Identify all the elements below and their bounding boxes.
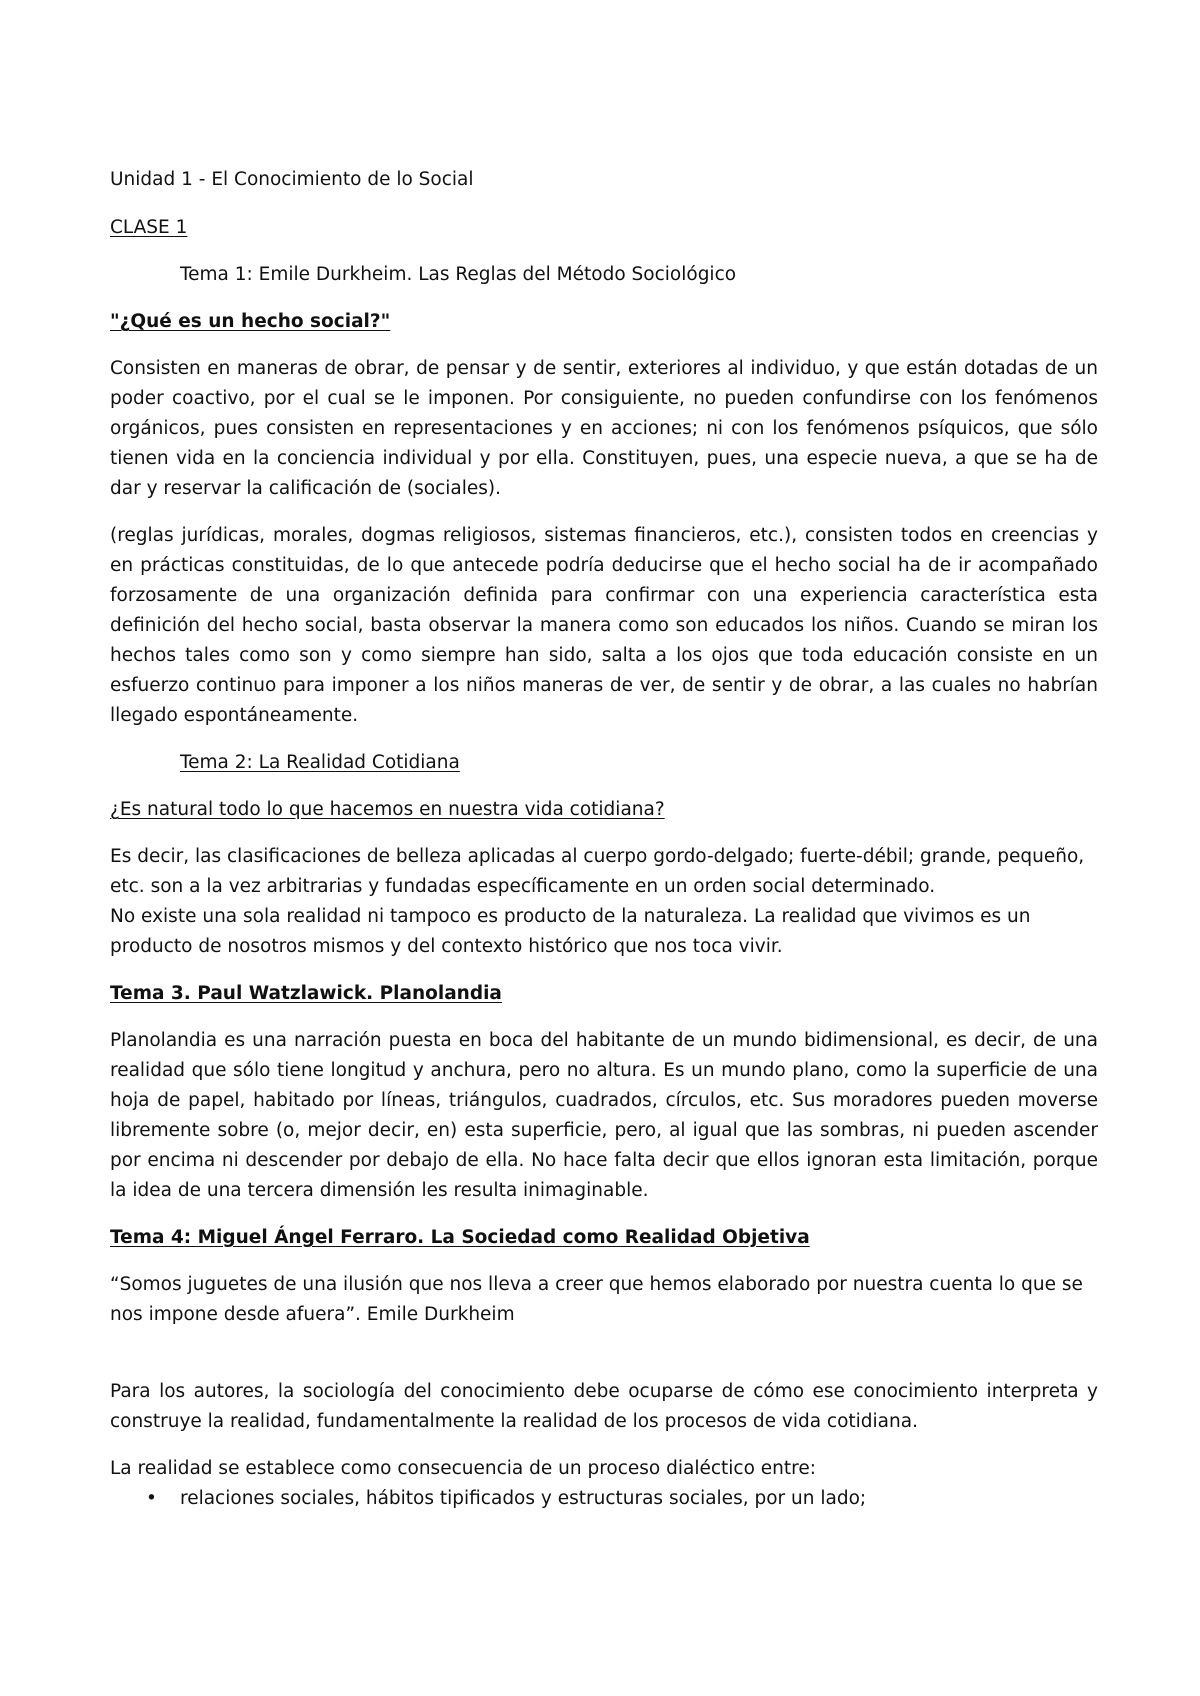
- tema4-title: [110, 1223, 1098, 1253]
- bullet-icon: •: [146, 1488, 157, 1509]
- tema4-quote: “Somos juguetes de una ilusión que nos lleva a creer que hemos elaborado por nuestra cuenta lo que se nos impone desde afuera”. Emile Durkheim: [110, 1274, 1083, 1325]
- tema1-title: Tema 1: Emile Durkheim. Las Reglas del Método Sociológico: [180, 264, 737, 285]
- tema3-title-text: Tema 3. Paul Watzlawick. Planolandia: [110, 983, 502, 1004]
- class-label: [110, 213, 1098, 243]
- tema4-paragraph: Para los autores, la sociología del conocimiento debe ocuparse de cómo ese conocimiento interpreta y construye la realidad, fundamentalmente la realidad de los procesos de vida cotidiana.: [110, 1381, 1098, 1432]
- tema4-intro: La realidad se establece como consecuencia de un proceso dialéctico entre:: [110, 1458, 816, 1479]
- tema1-question-text: "¿Qué es un hecho social?": [110, 311, 391, 332]
- bullet-list: [110, 1484, 1098, 1514]
- tema3-title: [110, 979, 1098, 1009]
- document-body: [110, 165, 1098, 1514]
- tema1-question: [110, 307, 1098, 337]
- tema2-line-1: Es decir, las clasificaciones de belleza aplicadas al cuerpo gordo-delgado; fuerte-débil; grande, pequeño, etc. son a la vez arbitrarias y fundadas específicamente en un orden social determinado.: [110, 846, 1085, 897]
- class-label-text: CLASE 1: [110, 217, 188, 238]
- tema2-question-text: ¿Es natural todo lo que hacemos en nuestra vida cotidiana?: [110, 799, 665, 820]
- tema4-title-text: Tema 4: Miguel Ángel Ferraro. La Sociedad como Realidad Objetiva: [110, 1227, 810, 1248]
- tema1-paragraph-1: Consisten en maneras de obrar, de pensar y de sentir, exteriores al individuo, y que están dotadas de un poder coactivo, por el cual se le imponen. Por consiguiente, no pueden confundirse con los fenómenos orgánicos, pues consisten en representaciones y en acciones; ni con los fenómenos psíquicos, que sólo tienen vida en la conciencia individual y por ella. Constituyen, pues, una especie nueva, a que se ha de dar y reservar la calificación de (sociales).: [110, 358, 1098, 499]
- list-item: [110, 1484, 1098, 1514]
- tema1-paragraph-2: (reglas jurídicas, morales, dogmas religiosos, sistemas financieros, etc.), consisten todos en creencias y en prácticas constituidas, de lo que antecede podría deducirse que el hecho social ha de ir acompañado forzosamente de una organización definida para confirmar con una experiencia característica esta definición del hecho social, basta observar la manera como son educados los niños. Cuando se miran los hechos tales como son y como siempre han sido, salta a los ojos que toda educación consiste en un esfuerzo continuo para imponer a los niños maneras de ver, de sentir y de obrar, a las cuales no habrían llegado espontáneamente.: [110, 525, 1098, 726]
- tema2-line-2: No existe una sola realidad ni tampoco es producto de la naturaleza. La realidad que vivimos es un producto de nosotros mismos y del contexto histórico que nos toca vivir.: [110, 906, 1031, 957]
- tema2-question: [110, 795, 1098, 825]
- tema3-paragraph: Planolandia es una narración puesta en boca del habitante de un mundo bidimensional, es decir, de una realidad que sólo tiene longitud y anchura, pero no altura. Es un mundo plano, como la superficie de una hoja de papel, habitado por líneas, triángulos, cuadrados, círculos, etc. Sus moradores pueden moverse libremente sobre (o, mejor decir, en) esta superficie, pero, al igual que las sombras, ni pueden ascender por encima ni descender por debajo de ella. No hace falta decir que ellos ignoran esta limitación, porque la idea de una tercera dimensión les resulta inimaginable.: [110, 1030, 1098, 1201]
- list-item-text: relaciones sociales, hábitos tipificados y estructuras sociales, por un lado;: [180, 1488, 867, 1509]
- tema2-title: [110, 748, 1098, 778]
- tema2-title-text: Tema 2: La Realidad Cotidiana: [180, 752, 460, 773]
- unit-title: Unidad 1 - El Conocimiento de lo Social: [110, 169, 474, 190]
